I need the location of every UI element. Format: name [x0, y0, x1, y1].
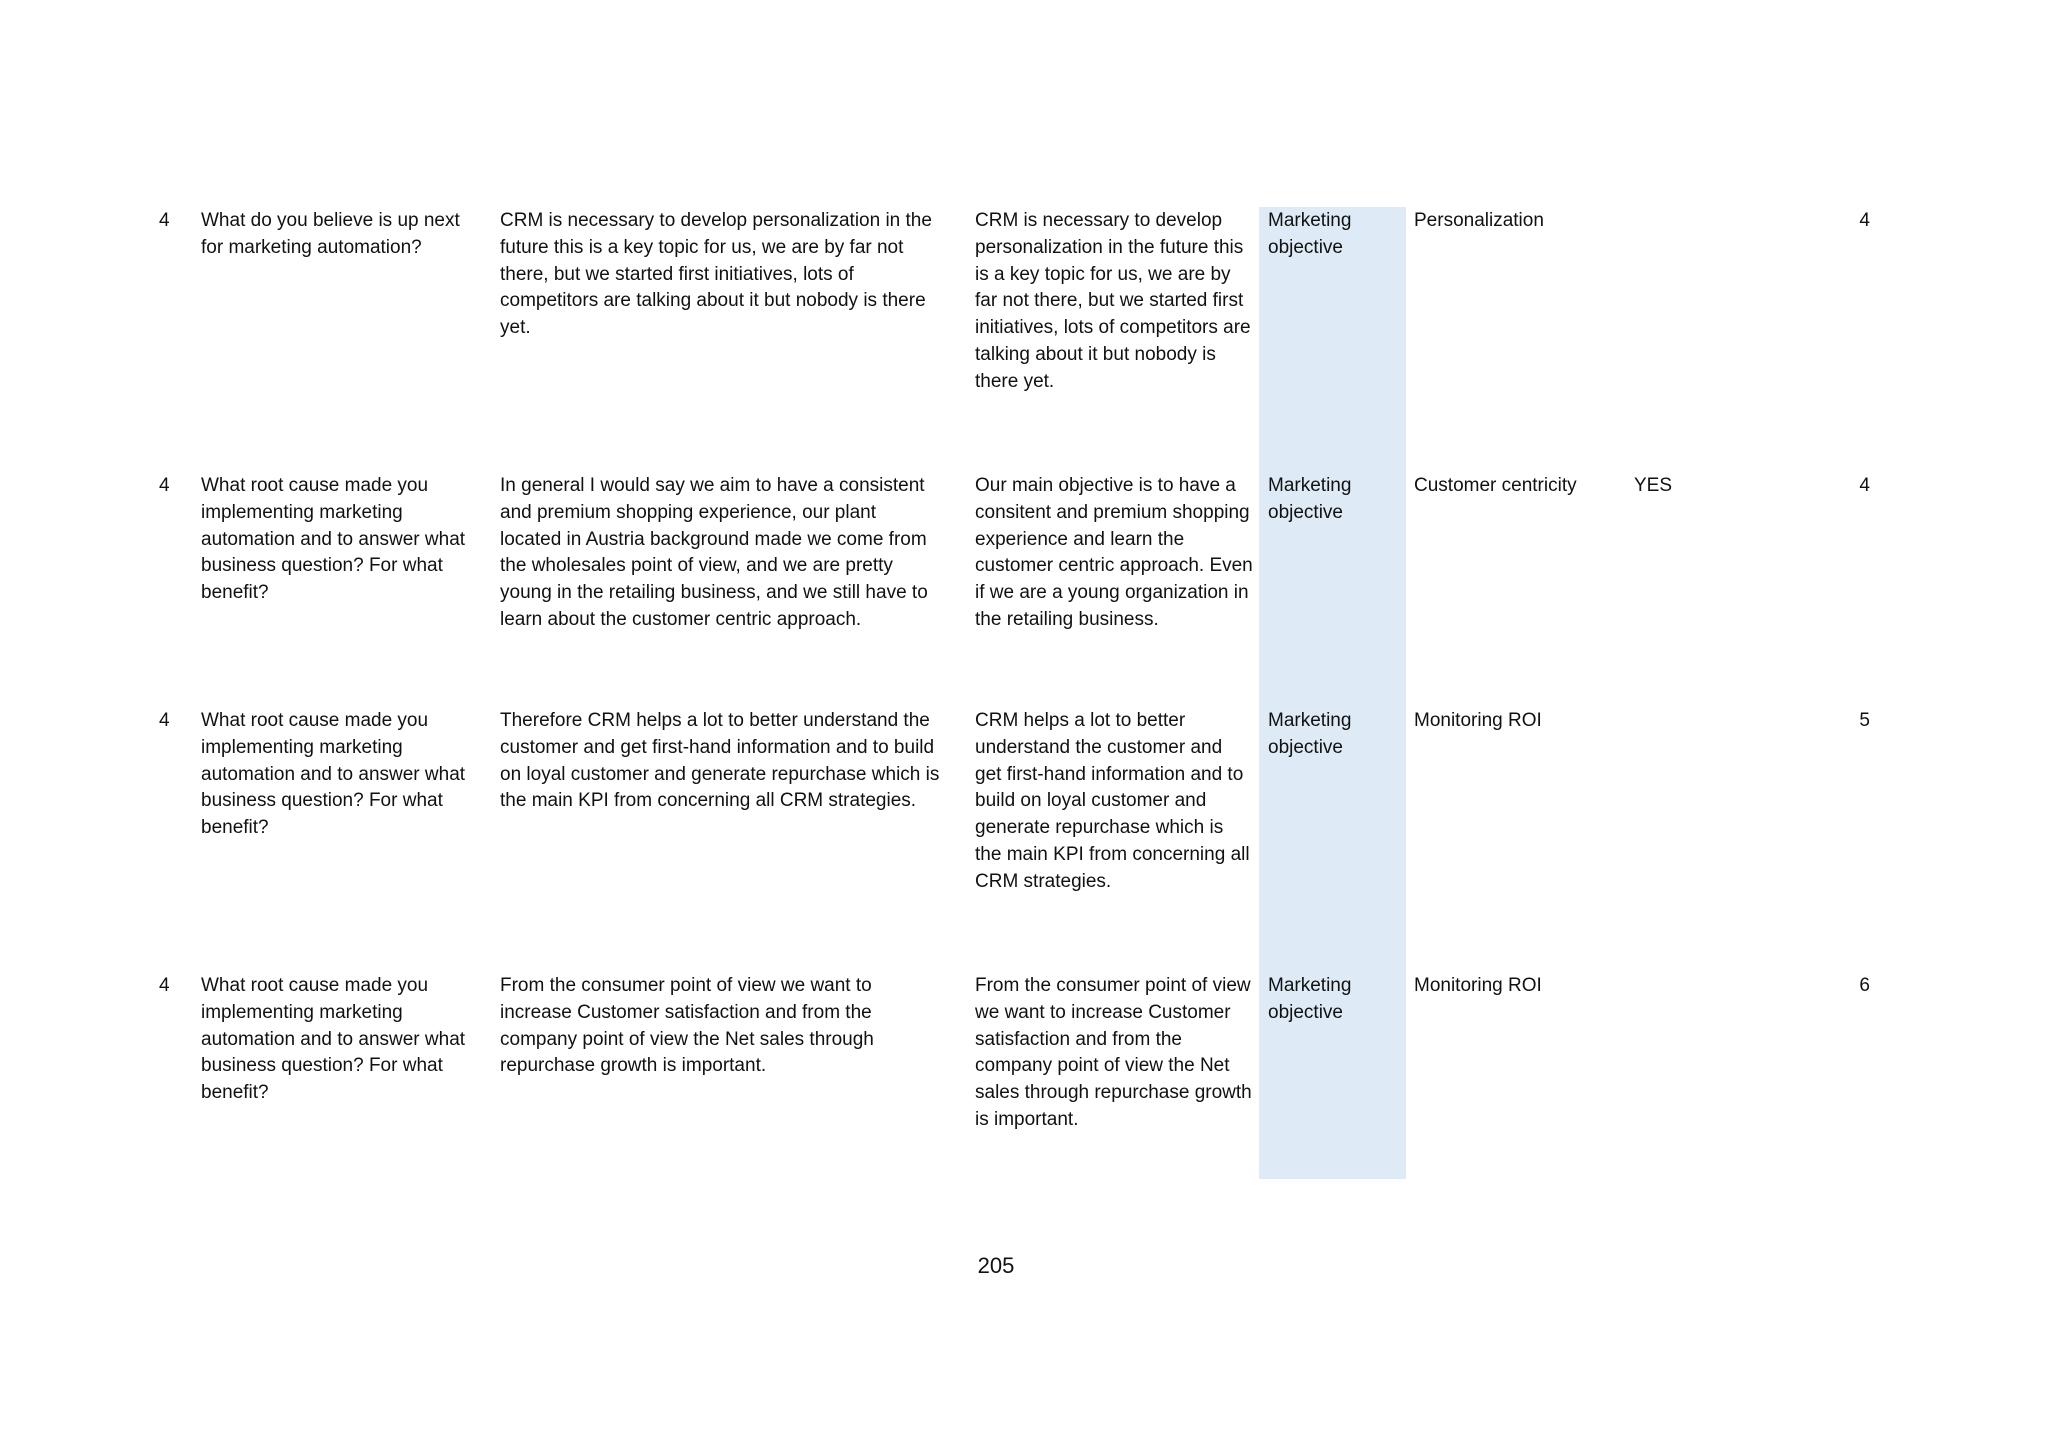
code-cell: 4: [1859, 210, 1870, 231]
answer-cell: From the consumer point of view we want to increase Customer satisfaction and from the company point of view the Net sales through repurchase growth is important.: [500, 975, 874, 1077]
tag-cell: Monitoring ROI: [1414, 975, 1542, 996]
tag-cell: Personalization: [1414, 210, 1544, 231]
interview-number: 4: [159, 475, 170, 496]
interview-number: 4: [159, 710, 170, 731]
tag-cell: Monitoring ROI: [1414, 710, 1542, 731]
answer-cell: In general I would say we aim to have a consistent and premium shopping experience, our plant located in Austria background made we come from the wholesales point of view, and we are pretty young in the retailing business, and we still have to learn about the customer centric approach.: [500, 475, 928, 630]
category-cell: Marketing objective: [1268, 710, 1352, 758]
summary-cell: From the consumer point of view we want to increase Customer satisfaction and from the company point of view the Net sales through repurchase growth is important.: [975, 975, 1252, 1130]
question-cell: What root cause made you implementing marketing automation and to answer what business question? For what benefit?: [201, 710, 466, 839]
code-cell: 5: [1859, 710, 1870, 731]
answer-cell: Therefore CRM helps a lot to better understand the customer and get first-hand information and to build on loyal customer and generate repurchase which is the main KPI from concerning all CRM strategies.: [500, 710, 940, 812]
category-column-shading: [1259, 207, 1406, 1179]
interview-number: 4: [159, 210, 170, 231]
summary-cell: Our main objective is to have a consitent and premium shopping experience and learn the customer centric approach. Even if we are a young organization in the retailing business.: [975, 475, 1253, 630]
summary-cell: CRM helps a lot to better understand the customer and get first-hand information and to build on loyal customer and generate repurchase which is the main KPI from concerning all CRM strategies.: [975, 710, 1250, 892]
category-cell: Marketing objective: [1268, 210, 1352, 258]
question-cell: What root cause made you implementing marketing automation and to answer what business question? For what benefit?: [201, 975, 466, 1104]
code-cell: 6: [1859, 975, 1870, 996]
page-number: 205: [977, 1253, 1015, 1278]
question-cell: What root cause made you implementing marketing automation and to answer what business question? For what benefit?: [201, 475, 466, 604]
interview-number: 4: [159, 975, 170, 996]
tag-cell: Customer centricity: [1414, 475, 1577, 496]
summary-cell: CRM is necessary to develop personalization in the future this is a key topic for us, we are by far not there, but we started first initiatives, lots of competitors are talking about it but nobody is there yet.: [975, 210, 1251, 392]
answer-cell: CRM is necessary to develop personalization in the future this is a key topic for us, we are by far not there, but we started first initiatives, lots of competitors are talking about it but nobody is there yet.: [500, 210, 932, 339]
category-cell: Marketing objective: [1268, 475, 1352, 523]
question-cell: What do you believe is up next for marketing automation?: [201, 210, 460, 258]
code-cell: 4: [1859, 475, 1870, 496]
category-cell: Marketing objective: [1268, 975, 1352, 1023]
flag-cell: YES: [1634, 475, 1673, 496]
